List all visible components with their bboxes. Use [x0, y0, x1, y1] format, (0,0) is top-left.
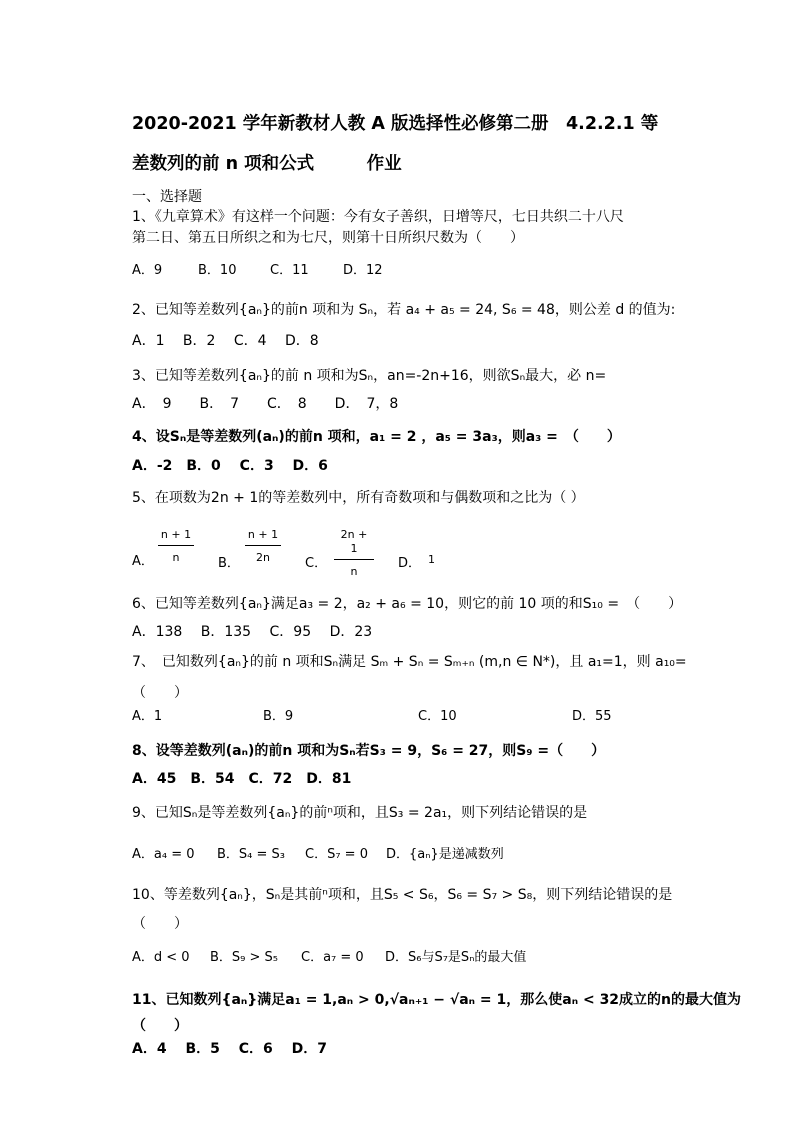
doc-title-line2: 差数列的前 n 项和公式 作业: [132, 154, 402, 174]
q7-stem-line2: （ ）: [132, 685, 188, 701]
q9-option-b: B．S₄ = S₃: [217, 847, 286, 862]
q5-b-numerator: n + 1: [245, 528, 281, 546]
q2-stem: 2、已知等差数列{aₙ}的前n 项和为 Sₙ，若 a₄ + a₅ = 24, S₆ = 48，则公差 d 的值为:: [132, 302, 676, 318]
q7-option-b: B．9: [263, 709, 294, 724]
q10-option-a: A．d < 0: [132, 950, 190, 965]
q10-stem-line2: （ ）: [132, 916, 188, 932]
q5-stem: 5、在项数为2n + 1的等差数列中，所有奇数项和与偶数项和之比为（ ）: [132, 490, 585, 506]
q4-options: A．-2 B．0 C．3 D．6: [132, 458, 328, 474]
q5-option-d-label: D．: [398, 556, 422, 571]
q7-option-d: D．55: [572, 709, 612, 724]
q5-a-numerator: n + 1: [158, 528, 194, 546]
q5-option-b-fraction: [245, 528, 281, 565]
q10-stem-line1: 10、等差数列{aₙ}，Sₙ是其前ⁿ项和，且S₅ < S₆，S₆ = S₇ > S₈，则下列结论错误的是: [132, 887, 673, 903]
q2-options: A．1 B．2 C．4 D．8: [132, 333, 319, 349]
q5-option-d-value: 1: [428, 553, 435, 566]
q8-options: A．45 B．54 C．72 D．81: [132, 771, 352, 787]
q9-option-c: C．S₇ = 0: [305, 847, 368, 862]
q10-option-d: D．S₆与S₇是Sₙ的最大值: [385, 950, 527, 965]
q5-c-numerator: 2n + 1: [334, 528, 374, 560]
q1-option-a: A．9: [132, 263, 163, 278]
q9-option-a: A．a₄ = 0: [132, 847, 195, 862]
q8-stem: 8、设等差数列(aₙ)的前n 项和为Sₙ若S₃ = 9，S₆ = 27，则S₉ =（ ）: [132, 743, 606, 759]
q6-stem: 6、已知等差数列{aₙ}满足a₃ = 2，a₂ + a₆ = 10，则它的前 10 项的和S₁₀ = （ ）: [132, 596, 683, 612]
q7-option-c: C．10: [418, 709, 457, 724]
q10-option-c: C．a₇ = 0: [301, 950, 364, 965]
q11-stem-line1: 11、已知数列{aₙ}满足a₁ = 1,aₙ > 0,√aₙ₊₁ − √aₙ = 1，那么使aₙ < 32成立的n的最大值为: [132, 992, 742, 1008]
q5-a-denominator: n: [172, 551, 180, 564]
q1-stem-line1: 1、《九章算术》有这样一个问题：今有女子善织，日增等尺，七日共织二十八尺: [132, 209, 624, 225]
q5-option-c-fraction: [334, 528, 374, 579]
q5-option-a-fraction: [158, 528, 194, 565]
q9-option-d: D．{aₙ}是递减数列: [386, 847, 504, 862]
q3-stem: 3、已知等差数列{aₙ}的前 n 项和为Sₙ，an=-2n+16，则欲Sₙ最大，必 n=: [132, 368, 607, 384]
q1-option-d: D．12: [343, 263, 383, 278]
q11-options: A．4 B．5 C．6 D．7: [132, 1041, 327, 1057]
q5-c-denominator: n: [350, 565, 358, 578]
q5-b-denominator: 2n: [256, 551, 270, 564]
q10-option-b: B．S₉ > S₅: [210, 950, 279, 965]
q1-stem-line2: 第二日、第五日所织之和为七尺，则第十日所织尺数为（ ）: [132, 230, 524, 246]
q1-option-c: C．11: [270, 263, 309, 278]
section-heading: 一、选择题: [132, 189, 202, 205]
q1-option-b: B．10: [198, 263, 237, 278]
q7-stem-line1: 7、 已知数列{aₙ}的前 n 项和Sₙ满足 Sₘ + Sₙ = Sₘ₊ₙ (m,n ∈ N*)，且 a₁=1，则 a₁₀=: [132, 654, 687, 670]
q3-options: A． 9 B． 7 C． 8 D． 7，8: [132, 396, 399, 412]
q9-stem: 9、已知Sₙ是等差数列{aₙ}的前ⁿ项和，且S₃ = 2a₁，则下列结论错误的是: [132, 805, 588, 821]
q5-option-c-label: C．: [305, 556, 328, 571]
q5-option-a-label: A．: [132, 554, 154, 569]
q4-stem: 4、设Sₙ是等差数列(aₙ)的前n 项和，a₁ = 2 ，a₅ = 3a₃，则a₃ = （ ）: [132, 429, 621, 445]
q11-stem-line2: （ ）: [132, 1018, 188, 1034]
q6-options: A．138 B．135 C．95 D．23: [132, 624, 373, 640]
doc-title-line1: 2020-2021 学年新教材人教 A 版选择性必修第二册 4.2.2.1 等: [132, 114, 659, 134]
q7-option-a: A．1: [132, 709, 163, 724]
q5-option-b-label: B．: [218, 556, 240, 571]
